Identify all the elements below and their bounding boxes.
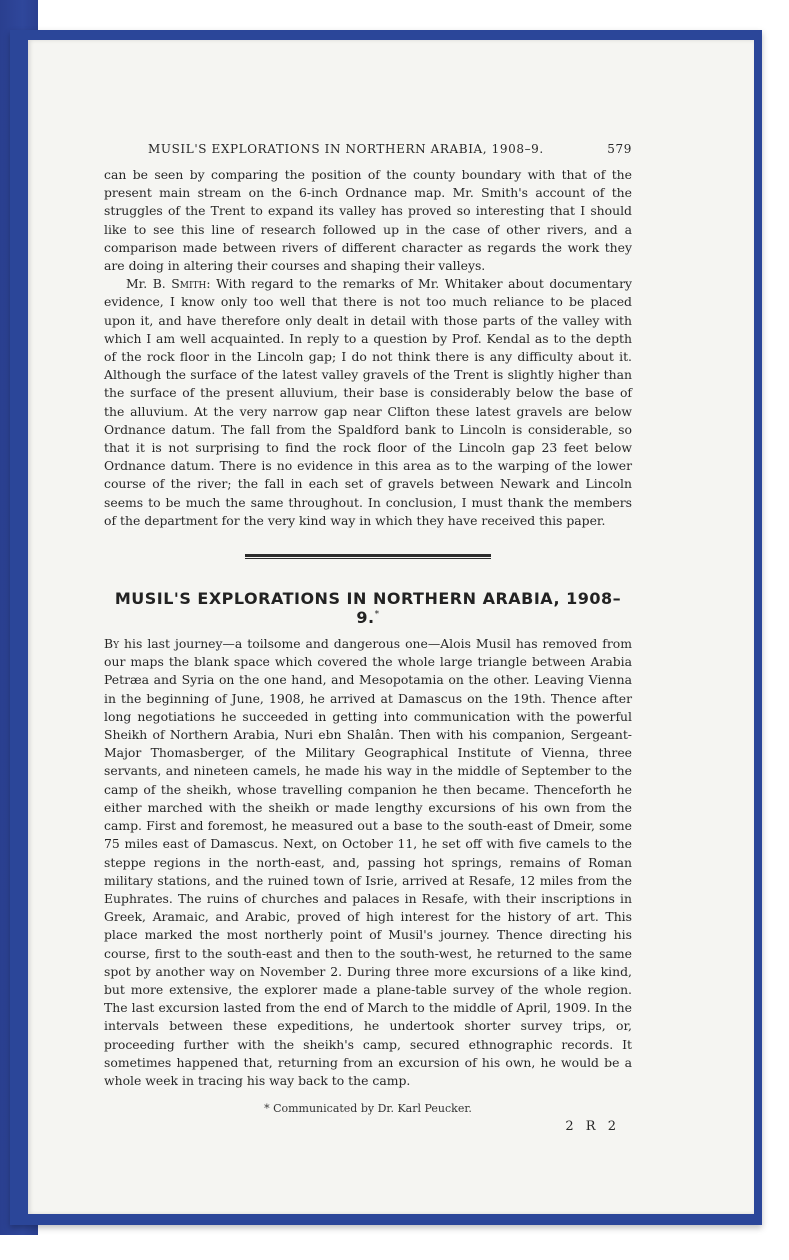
- article-lead-word: By: [104, 636, 120, 652]
- section-divider-thin: [245, 558, 491, 559]
- page-content: [104, 142, 632, 1134]
- speaker-name: Smith: [171, 276, 207, 292]
- article-body-text: his last journey—a toilsome and dangerous one—Alois Musil has removed from our maps the blank space which covered the whole large triangle between Arabia Petræa and Syria on the one hand, and Mesopotamia on the other. Leaving Vienna in the beginning of June, 1908, he arrived at Damascus on the 19th. Thence after long negotiations he succeeded in getting into communication with the powerful Sheikh of Northern Arabia, Nuri ebn Shalân. Then with his companion, Sergeant-Major Thomasberger, of the Military Geographical Institute of Vienna, three servants, and nineteen camels, he made his way in the middle of September to the camp of the sheikh, whose travelling companion he then became. Thenceforth he either marched with the sheikh or made lengthy excursions of his own from the camp. First and foremost, he measured out a base to the south-east of Dmeir, some 75 miles east of Damascus. Next, on October 11, he set off with five camels to the steppe regions in the north-east, and, passing hot springs, remains of Roman military stations, and the ruined town of Isrie, arrived at Resafe, 12 miles from the Euphrates. The ruins of churches and palaces in Resafe, with their inscriptions in Greek, Aramaic, and Arabic, proved of high interest for the history of art. This place marked the most northerly point of Musil's journey. Thence directing his course, first to the south-east and then to the south-west, he returned to the same spot by another way on November 2. During three more excursions of a like kind, but more extensive, the explorer made a plane-table survey of the whole region. The last excursion lasted from the end of March to the middle of April, 1909. In the intervals between these expeditions, he undertook shorter survey trips, or, proceeding further with the sheikh's camp, secured ethnographic records. It sometimes happened that, returning from an excursion of his own, he would be a whole week in tracing his way back to the camp.: [104, 636, 632, 1088]
- page-number: 579: [607, 142, 632, 156]
- discussion-paragraph-2-text: With regard to the remarks of Mr. Whitaker about documentary evidence, I know only too well that there is not too much reliance to be placed upon it, and have therefore only dealt in detail with those parts of the valley with which I am well acquainted. In reply to a question by Prof. Kendal as to the depth of the rock floor in the Lincoln gap; I do not think there is any difficulty about it. Although the surface of the latest valley gravels of the Trent is slightly higher than the surface of the present alluvium, their base is considerably below the base of the alluvium. At the very narrow gap near Clifton these latest gravels are below Ordnance datum. The fall from the Spaldford bank to Lincoln is considerable, so that it is not surprising to find the rock floor of the Lincoln gap 23 feet below Ordnance datum. There is no evidence in this area as to the warping of the lower course of the river; the fall in each set of gravels between Newark and Lincoln seems to be much the same throughout. In conclusion, I must thank the members of the department for the very kind way in which they have received this paper.: [104, 276, 632, 528]
- footnote: * Communicated by Dr. Karl Peucker.: [264, 1102, 472, 1116]
- discussion-paragraph-1: can be seen by comparing the position of the county boundary with that of the present main stream on the 6-inch Ordnance map. Mr. Smith's account of the struggles of the Trent to expand its valley has proved so interesting that I should like to see this line of research followed up in the case of other rivers, and a comparison made between rivers of different character as regards the work they are doing in altering their courses and shaping their valleys.: [104, 167, 632, 274]
- footnote-marker: *: [374, 609, 380, 620]
- running-head-title: MUSIL'S EXPLORATIONS IN NORTHERN ARABIA, 1908–9.: [148, 142, 544, 156]
- article-title-text: MUSIL'S EXPLORATIONS IN NORTHERN ARABIA, 1908–9.: [114, 589, 622, 628]
- article-title: [104, 589, 632, 627]
- speaker-suffix: :: [206, 276, 217, 292]
- running-head: [148, 142, 632, 156]
- speaker-prefix: Mr. B.: [126, 276, 172, 292]
- section-divider: [245, 554, 491, 557]
- signature-mark: 2 R 2: [565, 1119, 620, 1135]
- article-body: [104, 635, 632, 1090]
- discussion-paragraph-2: [104, 275, 632, 530]
